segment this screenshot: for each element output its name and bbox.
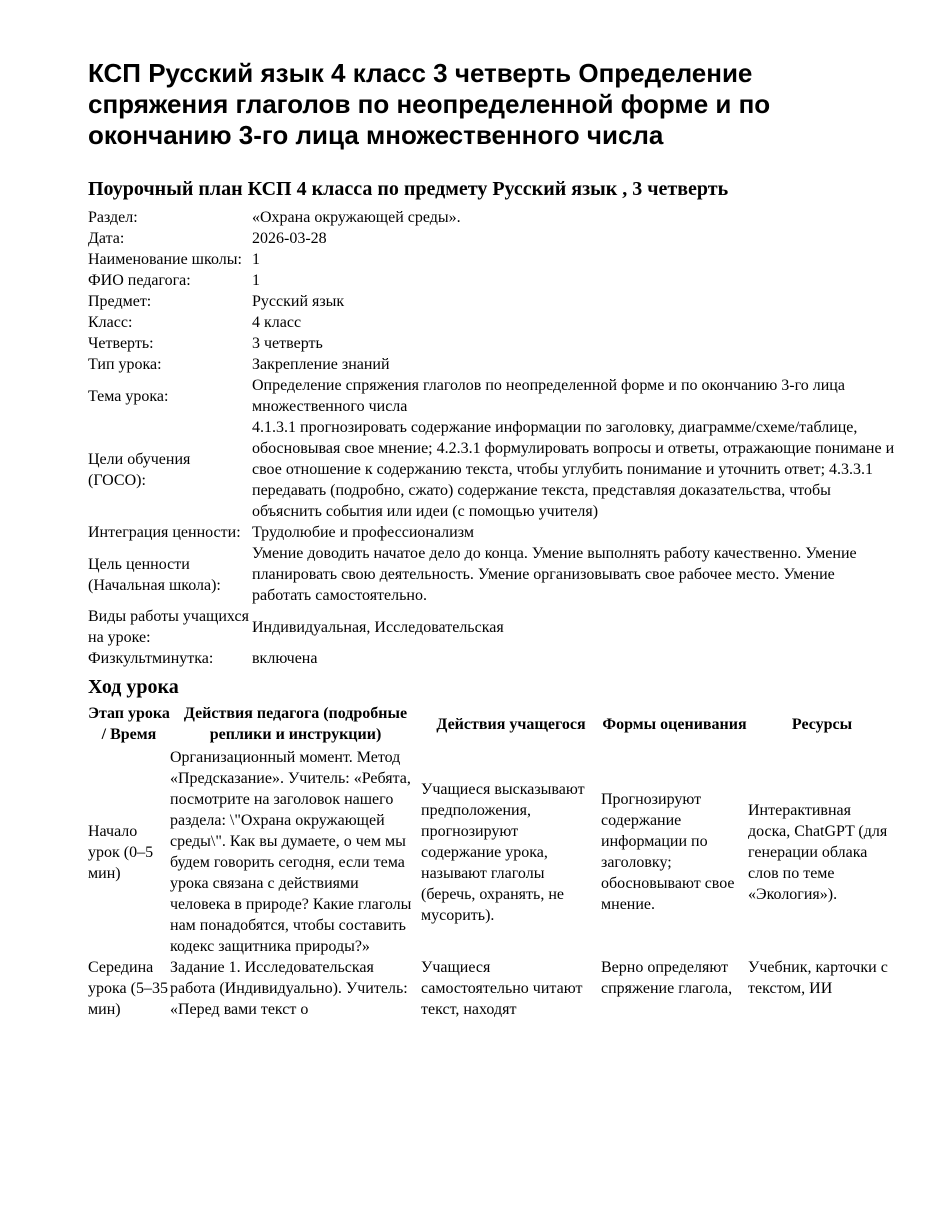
lesson-flow-table [88, 703, 896, 1020]
info-value: 1 [252, 251, 260, 268]
table-row [88, 747, 896, 957]
cell-stage: Начало урок (0–5 мин) [88, 822, 154, 882]
header-student-actions: Действия учащегося [436, 715, 586, 733]
info-label: ФИО педагога: [88, 272, 191, 289]
info-value: Трудолюбие и профессионализм [252, 524, 474, 541]
info-row [88, 375, 896, 417]
info-row [88, 291, 896, 312]
info-value: 3 четверть [252, 335, 323, 352]
info-row [88, 417, 896, 522]
info-label: Наименование школы: [88, 251, 242, 268]
header-teacher-actions: Действия педагога (подробные реплики и инструкции) [183, 705, 408, 743]
info-value: 2026-03-28 [252, 230, 327, 247]
cell-student-actions: Учащиеся высказывают предположения, прогнозируют содержание урока, называют глаголы (беречь, охранять, не мусорить). [421, 780, 585, 924]
plan-subtitle: Поурочный план КСП 4 класса по предмету Русский язык , 3 четверть [88, 178, 729, 200]
info-value: 4 класс [252, 314, 302, 331]
header-assessment: Формы оценивания [602, 715, 747, 733]
info-row [88, 354, 896, 375]
info-row [88, 543, 896, 606]
info-label: Предмет: [88, 293, 152, 310]
info-row [88, 207, 896, 228]
info-value: 1 [252, 272, 260, 289]
info-label: Класс: [88, 314, 133, 331]
cell-teacher-actions: Задание 1. Исследовательская работа (Индивидуально). Учитель: «Перед вами текст о [170, 959, 408, 1018]
info-row [88, 648, 896, 669]
info-row [88, 270, 896, 291]
info-label: Цель ценности (Начальная школа): [88, 555, 221, 594]
info-row [88, 228, 896, 249]
header-stage: Этап урока / Время [88, 705, 170, 743]
document-title: КСП Русский язык 4 класс 3 четверть Определение спряжения глаголов по неопределенной форме и по окончанию 3-го лица множественного числа [88, 58, 771, 150]
document-page [88, 58, 896, 1020]
header-resources: Ресурсы [791, 715, 853, 733]
info-row [88, 333, 896, 354]
cell-assessment: Верно определяют спряжение глагола, [601, 959, 733, 997]
info-row [88, 312, 896, 333]
info-value: Умение доводить начатое дело до конца. Умение выполнять работу качественно. Умение планировать свою деятельность. Умение организовывать свое рабочее место. Умение работать самостоятельно. [252, 545, 857, 604]
info-value: Определение спряжения глаголов по неопределенной форме и по окончанию 3-го лица множественного числа [252, 377, 845, 415]
info-label: Тип урока: [88, 356, 162, 373]
cell-teacher-actions: Организационный момент. Метод «Предсказание». Учитель: «Ребята, посмотрите на заголовок нашего раздела: \"Охрана окружающей среды\". Как вы думаете, о чем мы будем говорить сегодня, если тема урока связана с действиями человека в природе? Какие глаголы нам понадобятся, чтобы составить кодекс защитника природы?» [170, 749, 412, 955]
info-row [88, 606, 896, 648]
cell-resources: Учебник, карточки с текстом, ИИ [748, 959, 888, 997]
cell-resources: Интерактивная доска, ChatGPT (для генерации облака слов по теме «Экология»). [748, 801, 888, 903]
info-label: Интеграция ценности: [88, 524, 241, 541]
info-row [88, 249, 896, 270]
info-label: Раздел: [88, 209, 138, 226]
info-label: Виды работы учащихся на уроке: [88, 608, 249, 646]
info-value: «Охрана окружающей среды». [252, 209, 461, 226]
lesson-heading: Ход урока [88, 676, 179, 698]
info-value: Закрепление знаний [252, 356, 390, 373]
info-value: Индивидуальная, Исследовательская [252, 618, 504, 636]
info-value: Русский язык [252, 293, 345, 310]
info-row [88, 522, 896, 543]
lesson-info-table [88, 207, 896, 669]
table-header-row [88, 703, 896, 747]
info-label: Цели обучения (ГОСО): [88, 450, 191, 489]
info-value: включена [252, 650, 318, 667]
info-label: Четверть: [88, 335, 154, 352]
info-value: 4.1.3.1 прогнозировать содержание информации по заголовку, диаграмме/схеме/таблице, обосновывая свое мнение; 4.2.3.1 формулировать вопросы и ответы, отражающие понимане и свое отношение к содержанию текста, чтобы углубить понимание и уточнить ответ; 4.3.3.1 передавать (подробно, сжато) содержание текста, представляя доказательства, чтобы объяснить события или идеи (с помощью учителя) [252, 419, 895, 520]
info-label: Физкультминутка: [88, 650, 214, 667]
info-label: Тема урока: [88, 387, 169, 405]
info-label: Дата: [88, 230, 125, 247]
cell-stage: Середина урока (5–35 мин) [88, 959, 168, 1018]
table-row [88, 957, 896, 1020]
cell-assessment: Прогнозируют содержание информации по заголовку; обосновывают свое мнение. [601, 791, 735, 913]
cell-student-actions: Учащиеся самостоятельно читают текст, находят [421, 959, 583, 1018]
